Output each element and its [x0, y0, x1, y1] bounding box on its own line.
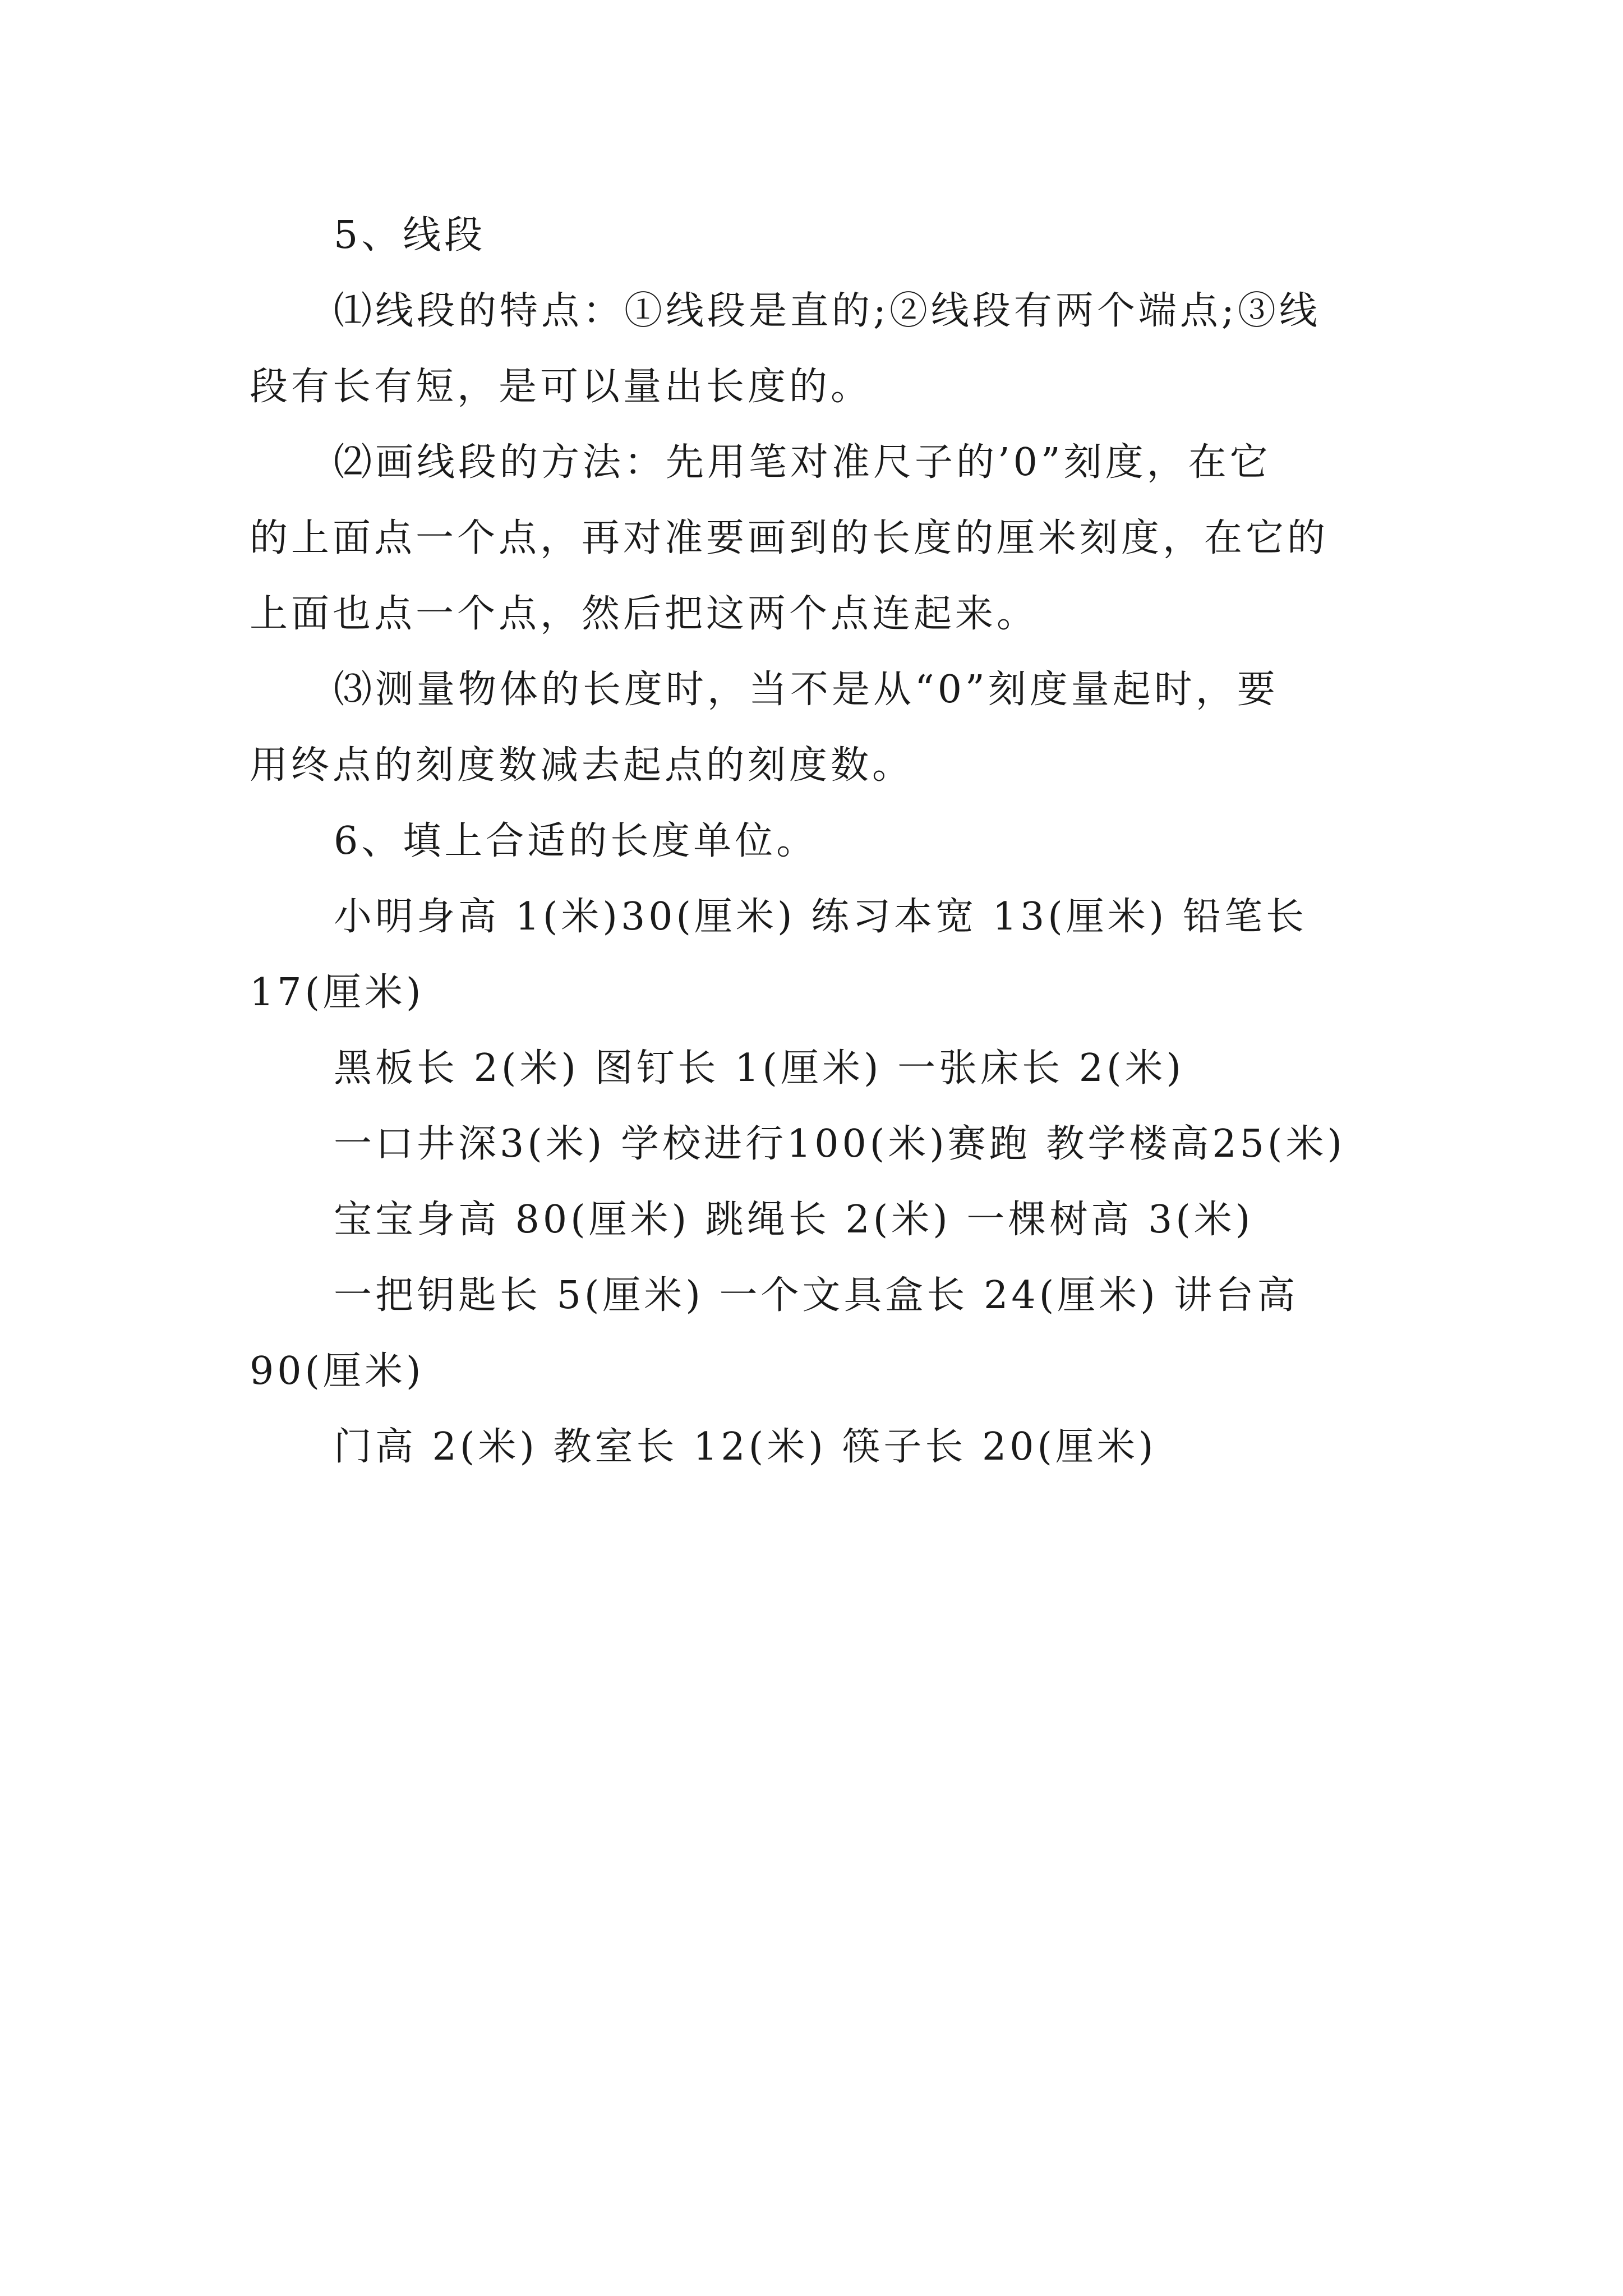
units-line-3: 一口井深3(米) 学校进行100(米)赛跑 教学楼高25(米) [334, 1122, 1345, 1166]
section-6-heading: 6、填上合适的长度单位。 [334, 819, 818, 863]
draw-segment-method-line-1: ⑵画线段的方法：先用笔对准尺子的’0”刻度，在它 [334, 440, 1271, 485]
units-line-5-continued: 90(厘米) [250, 1349, 425, 1393]
units-line-4: 宝宝身高 80(厘米) 跳绳长 2(米) 一棵树高 3(米) [334, 1198, 1254, 1242]
segment-features-line-2: 段有长有短，是可以量出长度的。 [250, 365, 873, 409]
draw-segment-method-line-2: 的上面点一个点，再对准要画到的长度的厘米刻度，在它的 [250, 516, 1329, 560]
measure-length-line-1: ⑶测量物体的长度时，当不是从“0”刻度量起时，要 [334, 668, 1279, 712]
measure-length-line-2: 用终点的刻度数减去起点的刻度数。 [250, 743, 914, 788]
segment-features-line-1: ⑴线段的特点：①线段是直的;②线段有两个端点;③线 [334, 289, 1321, 333]
units-line-6: 门高 2(米) 教室长 12(米) 筷子长 20(厘米) [334, 1425, 1157, 1469]
units-line-5: 一把钥匙长 5(厘米) 一个文具盒长 24(厘米) 讲台高 [334, 1273, 1299, 1318]
units-line-1-continued: 17(厘米) [250, 970, 425, 1015]
units-line-1: 小明身高 1(米)30(厘米) 练习本宽 13(厘米) 铅笔长 [334, 895, 1307, 939]
draw-segment-method-line-3: 上面也点一个点，然后把这两个点连起来。 [250, 592, 1039, 636]
units-line-2: 黑板长 2(米) 图钉长 1(厘米) 一张床长 2(米) [334, 1046, 1185, 1091]
section-5-heading: 5、线段 [334, 213, 486, 257]
